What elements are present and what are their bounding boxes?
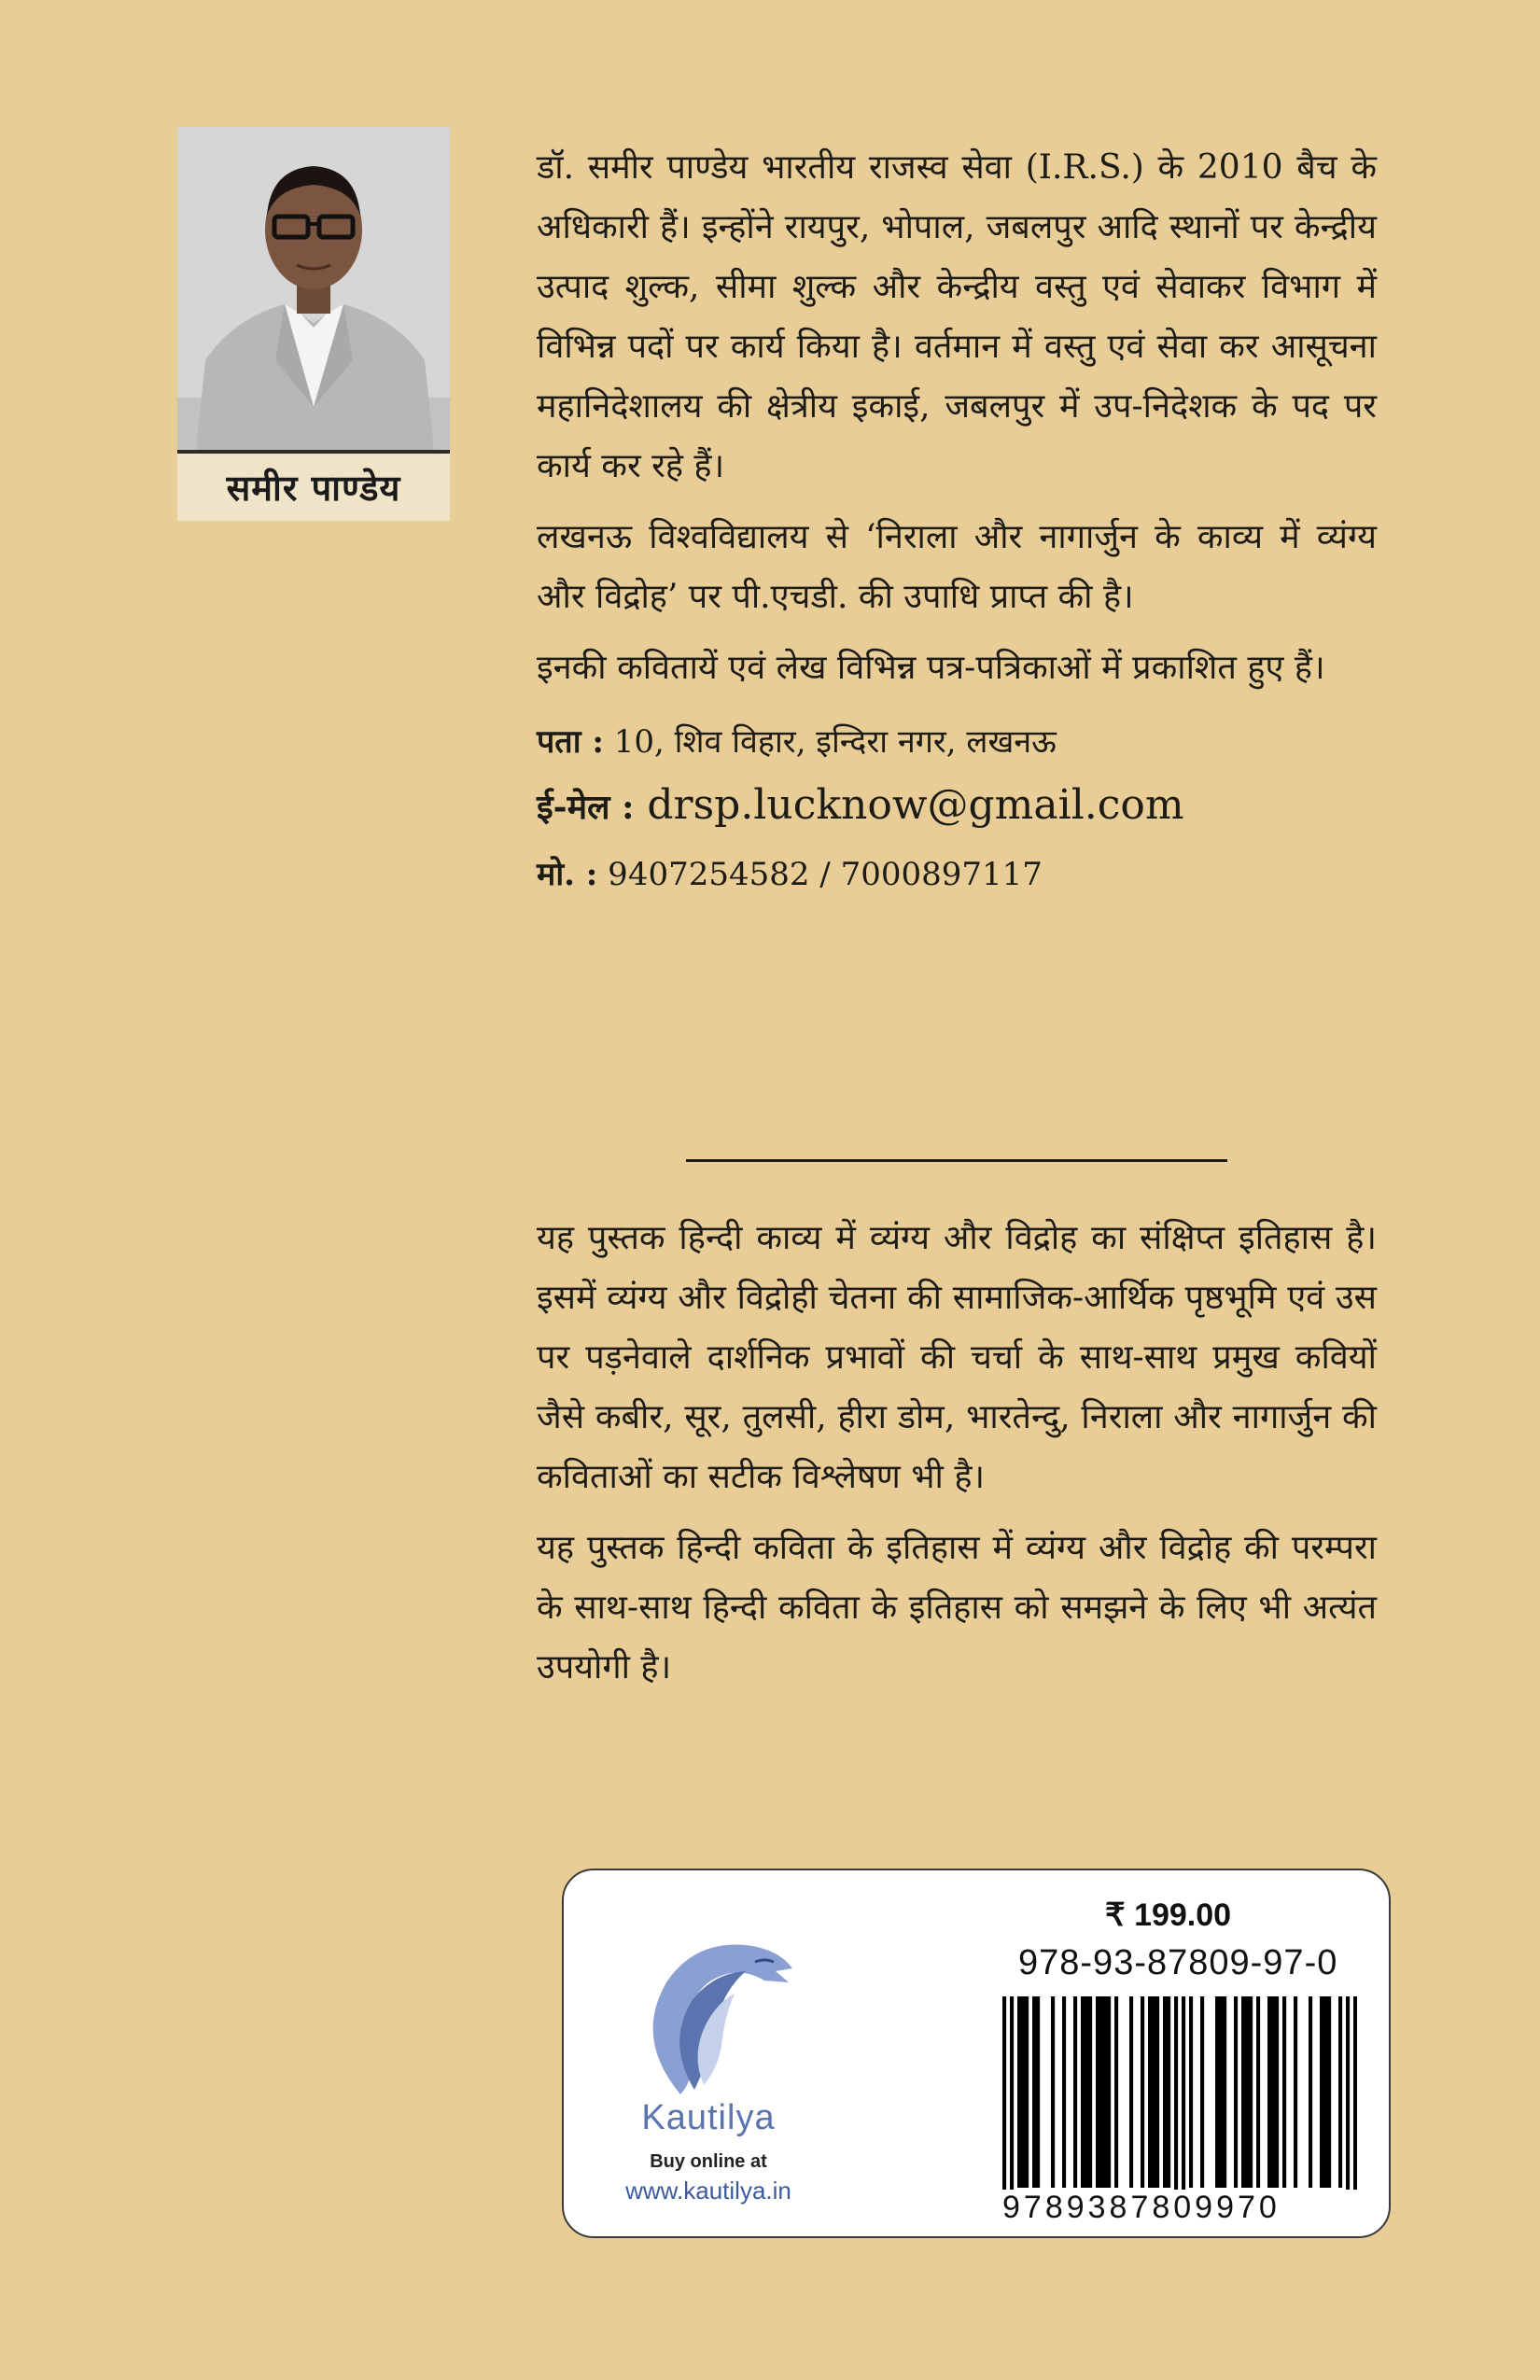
barcode-bar <box>1215 1996 1219 2188</box>
section-divider <box>686 1159 1227 1162</box>
author-card <box>177 127 450 521</box>
barcode-bar <box>1062 1996 1066 2188</box>
barcode-bar <box>1309 1996 1312 2188</box>
publisher-brand: Kautilya <box>641 2098 776 2137</box>
barcode-bar <box>1245 1996 1249 2188</box>
buy-online-label: Buy online at <box>650 2151 767 2172</box>
barcode-bar <box>1320 1996 1323 2188</box>
barcode-bar <box>1002 1996 1006 2206</box>
barcode-bar <box>1148 1996 1152 2188</box>
barcode-bar <box>1219 1996 1223 2188</box>
barcode-bar <box>1174 1996 1178 2206</box>
barcode-bar <box>1200 1996 1204 2188</box>
barcode-digits: 9789387809970 <box>1002 2190 1357 2225</box>
book-description <box>537 1209 1377 1709</box>
barcode-bar <box>1114 1996 1118 2188</box>
email-value[interactable]: drsp.lucknow@gmail.com <box>634 781 1184 829</box>
barcode-bar <box>1338 1996 1342 2188</box>
barcode-bar <box>1223 1996 1226 2188</box>
barcode-bar <box>1051 1996 1055 2188</box>
bio-paragraph: इनकी कवितायें एवं लेख विभिन्न पत्र-पत्रिकाओं में प्रकाशित हुए हैं। <box>537 649 1325 687</box>
author-photo <box>177 127 450 450</box>
barcode-bar <box>1275 1996 1279 2188</box>
isbn-barcode <box>1002 1996 1357 2206</box>
publisher-website-link[interactable]: www.kautilya.in <box>625 2177 791 2205</box>
barcode-bar <box>1256 1996 1260 2188</box>
author-bio <box>537 138 1377 898</box>
barcode-bar <box>1282 1996 1286 2188</box>
barcode-bar <box>1271 1996 1275 2188</box>
description-paragraph: यह पुस्तक हिन्दी कविता के इतिहास में व्यंग्य और विद्रोह की परम्परा के साथ-साथ हिन्दी कविता के इतिहास को समझने के लिए भी अत्यंत उपयोगी है। <box>537 1529 1377 1687</box>
barcode-bar <box>1167 1996 1170 2188</box>
phone-value: 9407254582 / 7000897117 <box>597 856 1043 893</box>
barcode-bar <box>1107 1996 1111 2188</box>
publisher-logo <box>601 1926 816 2216</box>
description-paragraph: यह पुस्तक हिन्दी काव्य में व्यंग्य और विद्रोह का संक्षिप्त इतिहास है। इसमें व्यंग्य और विद्रोही चेतना की सामाजिक-आर्थिक पृष्ठभूमि एवं उस पर पड़नेवाले दार्शनिक प्रभावों की चर्चा के साथ-साथ प्रमुख कवियों जैसे कबीर, सूर, तुलसी, हीरा डोम, भारतेन्दु, निराला और नागार्जुन की कविताओं का सटीक विश्लेषण भी है। <box>537 1219 1377 1496</box>
barcode-bar <box>1189 1996 1193 2188</box>
barcode-bar <box>1327 1996 1331 2188</box>
barcode-bar <box>1036 1996 1040 2188</box>
barcode-bar <box>1010 1996 1014 2206</box>
barcode-bar <box>1088 1996 1092 2188</box>
isbn-number: 978-93-87809-97-0 <box>1018 1943 1338 1982</box>
barcode-bar <box>1353 1996 1357 2206</box>
author-name-plate: समीर पाण्डेय <box>177 454 450 521</box>
barcode-bar <box>1163 1996 1167 2188</box>
barcode-bar <box>1182 1996 1185 2206</box>
barcode-bar <box>1025 1996 1029 2188</box>
barcode-bar <box>1155 1996 1159 2188</box>
barcode-bar <box>1081 1996 1085 2188</box>
barcode-bar <box>1267 1996 1271 2188</box>
publisher-barcode-box <box>562 1869 1391 2238</box>
bio-paragraph: डॉ. समीर पाण्डेय भारतीय राजस्व सेवा (I.R.S.) के 2010 बैच के अधिकारी हैं। इन्होंने रायपुर, भोपाल, जबलपुर आदि स्थानों पर केन्द्रीय उत्पाद शुल्क, सीमा शुल्क और केन्द्रीय वस्तु एवं सेवाकर विभाग में विभिन्न पदों पर कार्य किया है। वर्तमान में वस्तु एवं सेवा कर आसूचना महानिदेशालय की क्षेत्रीय इकाई, जबलपुर में उप-निदेशक के पद पर कार्य कर रहे हैं। <box>537 148 1377 485</box>
barcode-bar <box>1021 1996 1025 2188</box>
barcode-bar <box>1096 1996 1099 2188</box>
barcode-bar <box>1141 1996 1144 2188</box>
barcode-bar <box>1032 1996 1036 2188</box>
email-label: ई-मेल : <box>537 788 635 827</box>
barcode-bar <box>1085 1996 1088 2188</box>
book-price: ₹ 199.00 <box>1105 1897 1232 1933</box>
phone-label: मो. : <box>537 856 598 893</box>
barcode-bar <box>1249 1996 1253 2188</box>
address-label: पता : <box>537 723 604 761</box>
phone-line <box>537 851 1377 898</box>
address-line <box>537 719 1377 765</box>
barcode-bar <box>1346 1996 1350 2206</box>
barcode-bar <box>1103 1996 1107 2188</box>
barcode-bar <box>1323 1996 1327 2188</box>
barcode-bar <box>1241 1996 1245 2188</box>
barcode-bar <box>1073 1996 1077 2188</box>
barcode-bar <box>1017 1996 1021 2188</box>
bio-paragraph: लखनऊ विश्वविद्यालय से ‘निराला और नागार्जुन के काव्य में व्यंग्य और विद्रोह’ पर पी.एचडी. की उपाधि प्राप्त की है। <box>537 518 1377 616</box>
barcode-bar <box>1234 1996 1238 2188</box>
barcode-bar <box>1294 1996 1297 2188</box>
email-line <box>537 782 1377 831</box>
author-portrait-icon <box>177 127 450 450</box>
address-value: 10, शिव विहार, इन्दिरा नगर, लखनऊ <box>603 723 1057 761</box>
barcode-bar <box>1129 1996 1133 2188</box>
eagle-head-icon <box>615 1926 802 2104</box>
barcode-bar <box>1152 1996 1155 2188</box>
barcode-bar <box>1099 1996 1103 2188</box>
